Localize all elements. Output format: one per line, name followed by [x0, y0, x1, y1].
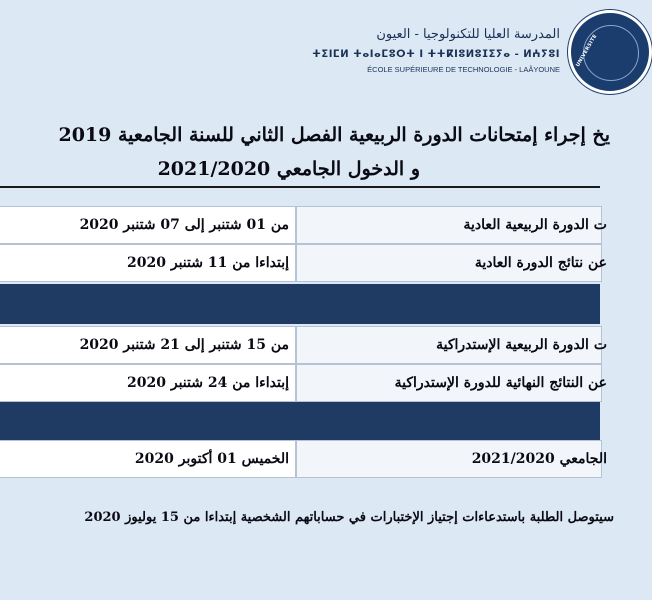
row-label: عن نتائج الدورة العادية [474, 255, 607, 271]
row-label-cell [296, 440, 607, 478]
row-value-cell [0, 440, 296, 478]
university-seal-logo [568, 10, 652, 94]
table-row [0, 326, 607, 364]
row-value: من 01 شتنبر إلى 07 شتنبر 2020 [79, 217, 289, 233]
row-value-cell [0, 244, 296, 282]
page-header [0, 0, 600, 95]
table-row [0, 244, 607, 282]
section-separator [0, 402, 600, 442]
seal-inner-ring [583, 25, 639, 81]
row-value: إبتداءا من 24 شتنبر 2020 [127, 375, 289, 391]
section-separator [0, 284, 600, 324]
row-label-cell [296, 244, 607, 282]
school-name-french: ÉCOLE SUPÉRIEURE DE TECHNOLOGIE - LAÂYOUNE [367, 65, 560, 74]
schedule-title [0, 118, 610, 188]
row-label: الجامعي 2021/2020 [471, 451, 607, 467]
school-name-tifinagh: ⵜⵉⵏⵎⵍ ⵜⴰⵏⴰⵎⵓⵔⵜ ⵏ ⵜⵜⴽⵏⵓⵍⵓⵊⵉⵢⴰ - ⵍⵄⵢⵓⵏ [312, 49, 560, 60]
row-label-cell [296, 206, 607, 244]
row-label-cell [296, 326, 607, 364]
school-name-arabic: المدرسة العليا للتكنولوجيا - العيون [376, 27, 560, 42]
row-label-cell [296, 364, 607, 402]
row-value: الخميس 01 أكتوبر 2020 [134, 451, 289, 467]
row-label: عن النتائج النهائية للدورة الإستدراكية [394, 375, 607, 391]
row-value-cell [0, 364, 296, 402]
seal-text: UNIVERSITE [575, 33, 599, 68]
table-row [0, 364, 607, 402]
footer-note: سيتوصل الطلبة باستدعاءات إجتياز الإختبارات في حساباتهم الشخصية إبتداءا من 15 يوليوز 2020 [84, 510, 614, 525]
row-label: ت الدورة الربيعية الإستدراكية [436, 337, 607, 353]
row-label: ت الدورة الربيعية العادية [463, 217, 607, 233]
row-value-cell [0, 326, 296, 364]
table-row [0, 206, 607, 244]
title-line-2: و الدخول الجامعي 2021/2020 [157, 158, 420, 180]
title-line-1: يخ إجراء إمتحانات الدورة الربيعية الفصل الثاني للسنة الجامعية 2019 [58, 124, 610, 146]
row-value-cell [0, 206, 296, 244]
row-value: من 15 شتنبر إلى 21 شتنبر 2020 [79, 337, 289, 353]
table-row [0, 440, 607, 478]
row-value: إبتداءا من 11 شتنبر 2020 [127, 255, 289, 271]
